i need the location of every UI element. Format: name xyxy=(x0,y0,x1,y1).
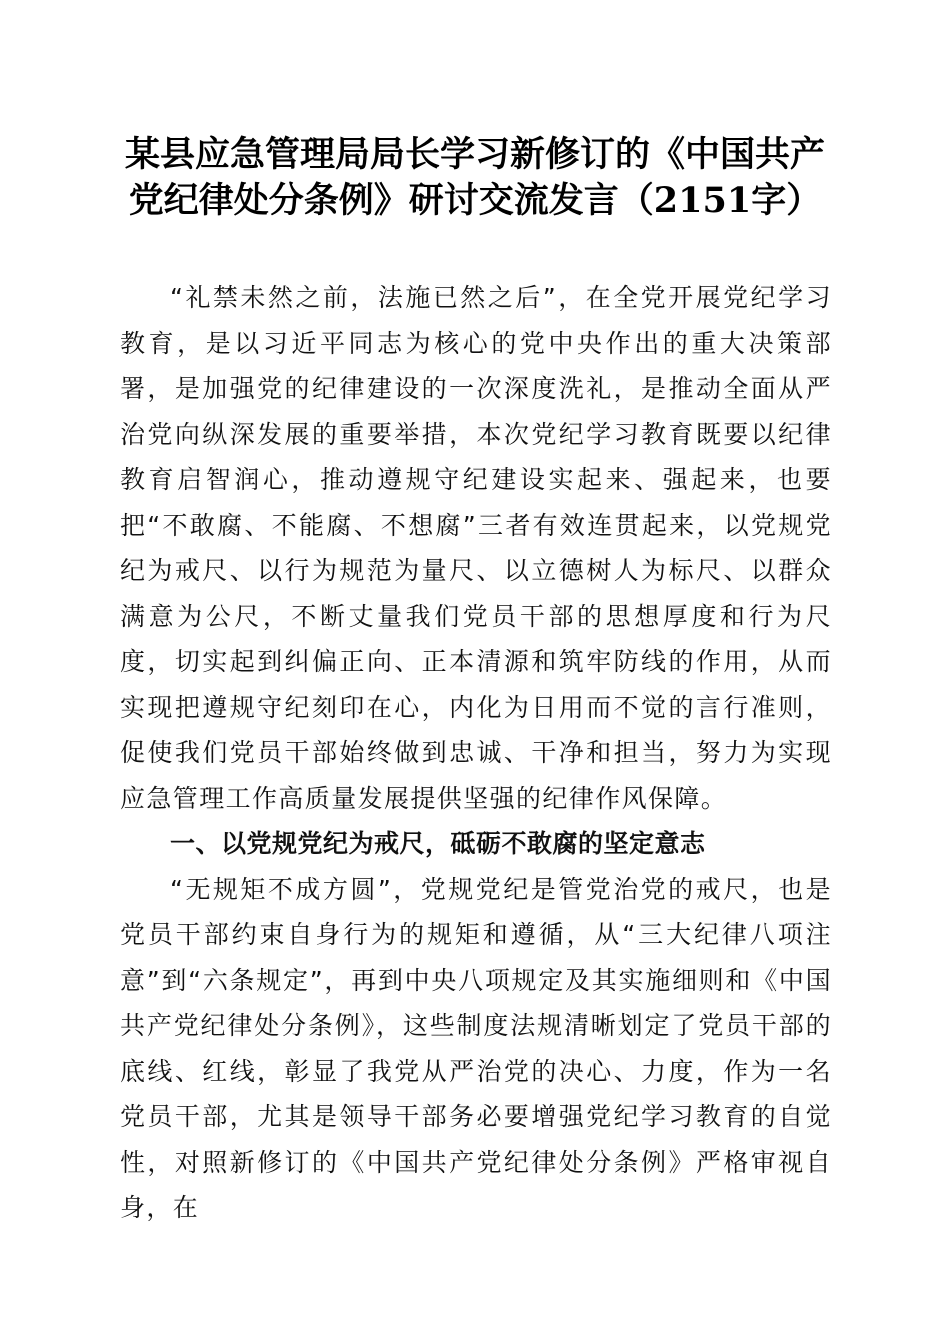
title-line-2: 党纪律处分条例》研讨交流发言（2151字） xyxy=(128,180,822,221)
title-line-1: 某县应急管理局局长学习新修订的《中国共产 xyxy=(124,134,825,175)
intro-paragraph: “礼禁未然之前，法施已然之后”，在全党开展党纪学习教育，是以习近平同志为核心的党中央作出的重大决策部署，是加强党的纪律建设的一次深度洗礼，是推动全面从严治党向纵深发展的重要举措，本次党纪学习教育既要以纪律教育启智润心，推动遵规守纪建设实起来、强起来，也要把“不敢腐、不能腐、不想腐”三者有效连贯起来，以党规党纪为戒尺、以行为规范为量尺、以立德树人为标尺、以群众满意为公尺，不断丈量我们党员干部的思想厚度和行为尺度，切实起到纠偏正向、正本清源和筑牢防线的作用，从而实现把遵规守纪刻印在心，内化为日用而不觉的言行准则，促使我们党员干部始终做到忠诚、干净和担当，努力为实现应急管理工作高质量发展提供坚强的纪律作风保障。 xyxy=(120,283,832,813)
section-1-paragraph: “无规矩不成方圆”，党规党纪是管党治党的戒尺，也是党员干部约束自身行为的规矩和遵循，从“三大纪律八项注意”到“六条规定”，再到中央八项规定及其实施细则和《中国共产党纪律处分条例》，这些制度法规清晰划定了党员干部的底线、红线，彰显了我党从严治党的决心、力度，作为一名党员干部，尤其是领导干部务必要增强党纪学习教育的自觉性，对照新修订的《中国共产党纪律处分条例》严格审视自身，在 xyxy=(120,874,832,1222)
document-body xyxy=(120,275,832,1231)
section-heading-1: 一、以党规党纪为戒尺，砥砺不敢腐的坚定意志 xyxy=(170,829,706,858)
document-title xyxy=(100,132,850,224)
